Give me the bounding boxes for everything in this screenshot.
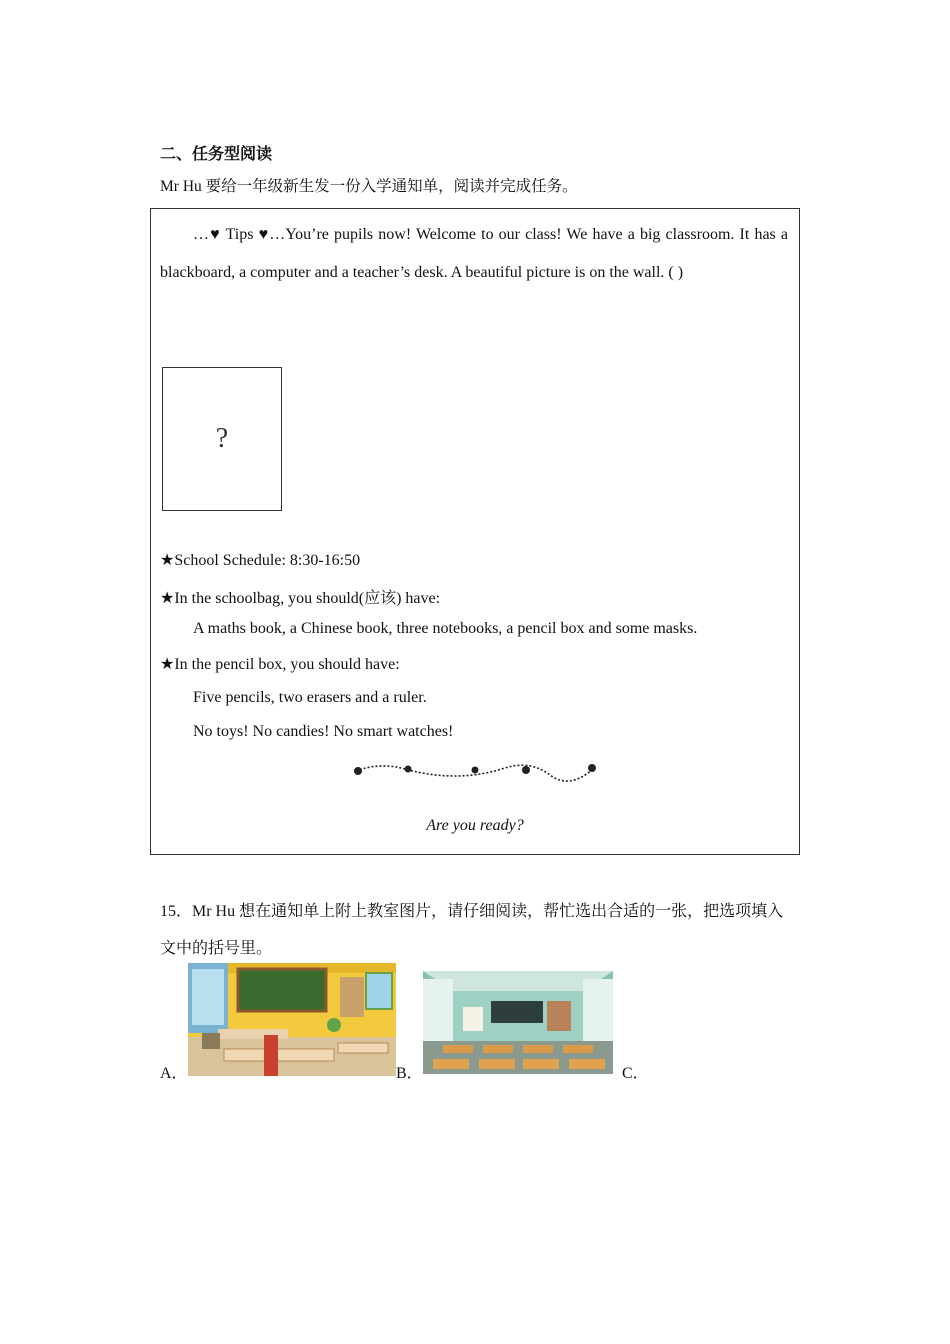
pencilbox-items: Five pencils, two erasers and a ruler. [193,689,427,706]
question-text: 15．Mr Hu 想在通知单上附上教室图片，请仔细阅读，帮忙选出合适的一张，把选项填入文中的括号里。 [160,903,784,957]
closing-text: Are you ready? [426,817,524,834]
decorative-divider [350,758,600,784]
section-title: 二、任务型阅读 [160,144,273,163]
option-b-label[interactable]: B． [396,1065,423,1082]
picture-placeholder: ? [162,367,282,511]
schedule-line: ★School Schedule: 8:30-16:50 [160,552,361,569]
option-a-image[interactable] [188,963,396,1076]
option-b-image[interactable] [423,971,613,1074]
option-a-label[interactable]: A． [160,1065,188,1082]
pencilbox-title: ★In the pencil box, you should have: [160,656,400,673]
option-c-label[interactable]: C． [622,1065,649,1082]
intro-text: Mr Hu 要给一年级新生发一份入学通知单，阅读并完成任务。 [160,178,578,195]
rules-line: No toys! No candies! No smart watches! [193,723,454,740]
schoolbag-items: A maths book, a Chinese book, three notebooks, a pencil box and some masks. [193,620,698,637]
schoolbag-title: ★In the schoolbag, you should(应该) have: [160,590,441,607]
notice-paragraph: …♥ Tips ♥…You’re pupils now! Welcome to our class! We have a big classroom. It has a blackboard, a computer and a teacher’s desk. A beautiful picture is on the wall. ( ) [160,226,788,281]
